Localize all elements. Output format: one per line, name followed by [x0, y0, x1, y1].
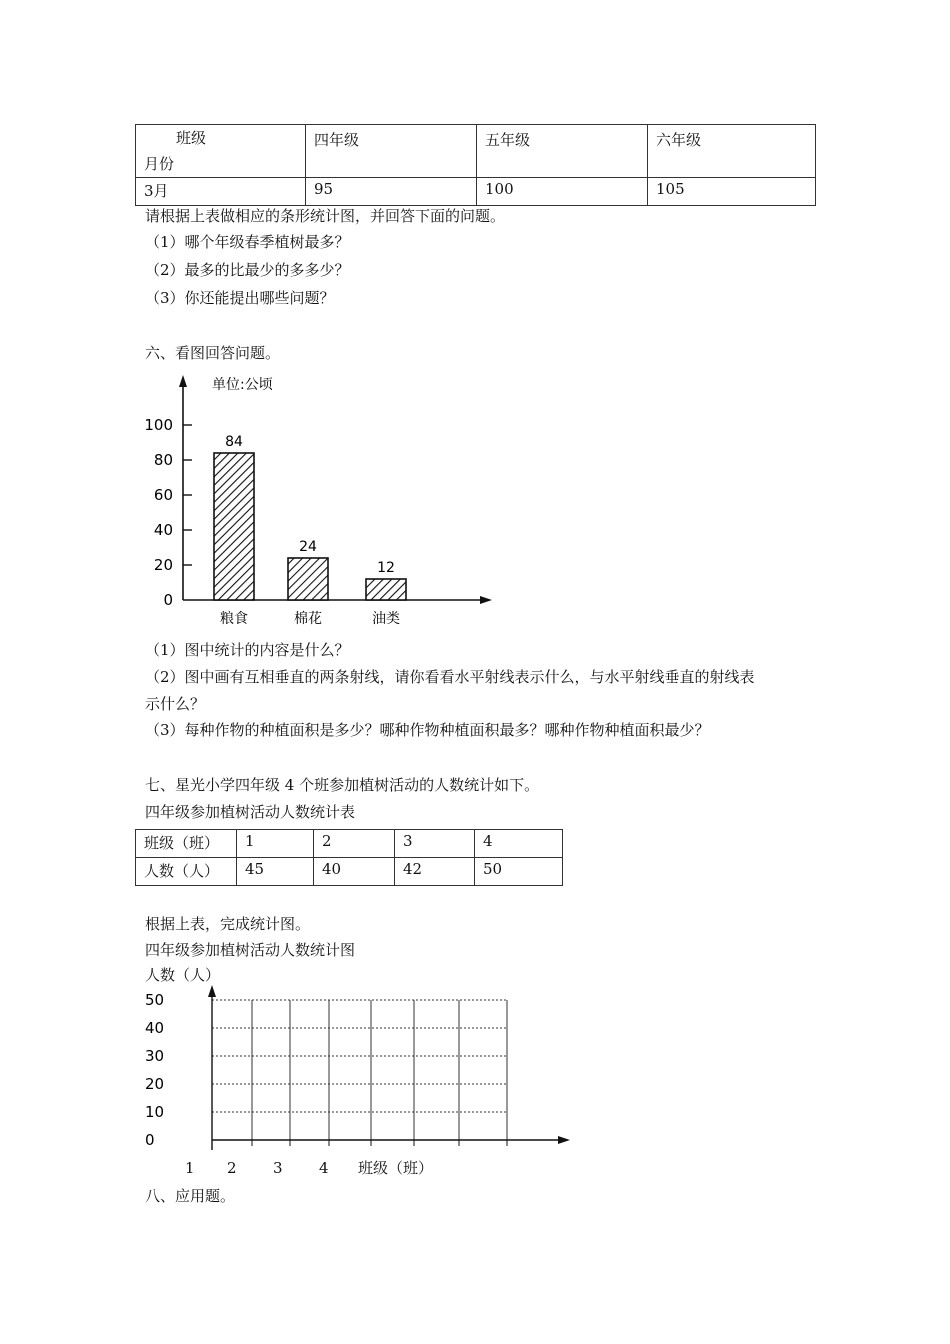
section6-question-2-line1: （2）图中画有互相垂直的两条射线，请你看看水平射线表示什么，与水平射线垂直的射线表 — [145, 668, 755, 686]
count-3: 42 — [395, 858, 475, 886]
table-corner-cell — [136, 125, 306, 178]
bar — [366, 579, 406, 600]
blank-chart-grid — [140, 985, 580, 1185]
value-grade4: 95 — [306, 178, 477, 206]
value-grade5: 100 — [477, 178, 648, 206]
count-2: 40 — [314, 858, 395, 886]
section7-table-title: 四年级参加植树活动人数统计表 — [145, 803, 356, 821]
section7-title: 七、星光小学四年级 4 个班参加植树活动的人数统计如下。 — [145, 776, 540, 794]
corner-top-label: 班级 — [176, 129, 207, 147]
section5-question-1: （1）哪个年级春季植树最多？ — [145, 233, 350, 251]
row1-label: 班级（班） — [136, 830, 237, 858]
x-tick-3: 3 — [273, 1159, 283, 1177]
crop-area-bar-chart — [130, 365, 510, 635]
class-3: 3 — [395, 830, 475, 858]
grid-y-tick-label: 50 — [145, 991, 165, 1009]
y-tick-label: 60 — [153, 486, 173, 504]
class-4: 4 — [475, 830, 563, 858]
y-tick-label: 80 — [153, 451, 173, 469]
grid-y-arrow — [208, 985, 216, 997]
section6-question-1: （1）图中统计的内容是什么？ — [145, 641, 350, 659]
grid-y-tick-label: 10 — [145, 1103, 165, 1121]
section5-question-3: （3）你还能提出哪些问题？ — [145, 289, 335, 307]
section7-instruction: 根据上表，完成统计图。 — [145, 915, 311, 933]
section6-question-2-line2: 示什么？ — [145, 695, 206, 713]
class-1: 1 — [237, 830, 314, 858]
y-tick-label: 0 — [163, 591, 173, 609]
section6-title: 六、看图回答问题。 — [145, 344, 281, 362]
section7-chart-title: 四年级参加植树活动人数统计图 — [145, 941, 356, 959]
row2-label: 人数（人） — [136, 858, 237, 886]
y-tick-label: 100 — [144, 416, 173, 434]
count-1: 45 — [237, 858, 314, 886]
count-4: 50 — [475, 858, 563, 886]
y-tick-label: 40 — [153, 521, 173, 539]
bar-data-label: 12 — [377, 560, 395, 576]
section8-title: 八、应用题。 — [145, 1187, 236, 1205]
grid-y-tick-label: 30 — [145, 1047, 165, 1065]
category-label: 油类 — [372, 611, 400, 627]
col-header-grade4: 四年级 — [306, 125, 477, 178]
section7-y-axis-label: 人数（人） — [145, 966, 221, 984]
chart-unit-label: 单位:公顷 — [212, 377, 273, 393]
class-2: 2 — [314, 830, 395, 858]
grid-x-arrow — [558, 1136, 570, 1144]
grid-y-tick-label: 0 — [145, 1131, 155, 1149]
class-participation-table — [135, 829, 563, 886]
x-tick-1: 1 — [185, 1159, 195, 1177]
grid-y-tick-label: 20 — [145, 1075, 165, 1093]
bar-data-label: 84 — [225, 434, 243, 450]
bar — [288, 558, 328, 600]
value-grade6: 105 — [648, 178, 816, 206]
row-label-march: 3月 — [136, 178, 306, 206]
y-tick-label: 20 — [153, 556, 173, 574]
category-label: 棉花 — [294, 611, 322, 627]
section6-question-3: （3）每种作物的种植面积是多少？哪种作物种植面积最多？哪种作物种植面积最少？ — [145, 721, 710, 739]
x-axis-arrow — [480, 596, 492, 604]
section5-question-2: （2）最多的比最少的多多少？ — [145, 261, 350, 279]
section5-instruction: 请根据上表做相应的条形统计图，并回答下面的问题。 — [145, 207, 506, 225]
grade-planting-table — [135, 124, 816, 206]
bar-data-label: 24 — [299, 539, 317, 555]
x-tick-4: 4 — [319, 1159, 329, 1177]
corner-bottom-label: 月份 — [144, 155, 175, 173]
col-header-grade5: 五年级 — [477, 125, 648, 178]
x-axis-label: 班级（班） — [358, 1159, 434, 1177]
category-label: 粮食 — [220, 611, 248, 627]
grid-y-tick-label: 40 — [145, 1019, 165, 1037]
y-axis-arrow — [179, 375, 187, 387]
x-tick-2: 2 — [227, 1159, 237, 1177]
bar — [214, 453, 254, 600]
col-header-grade6: 六年级 — [648, 125, 816, 178]
